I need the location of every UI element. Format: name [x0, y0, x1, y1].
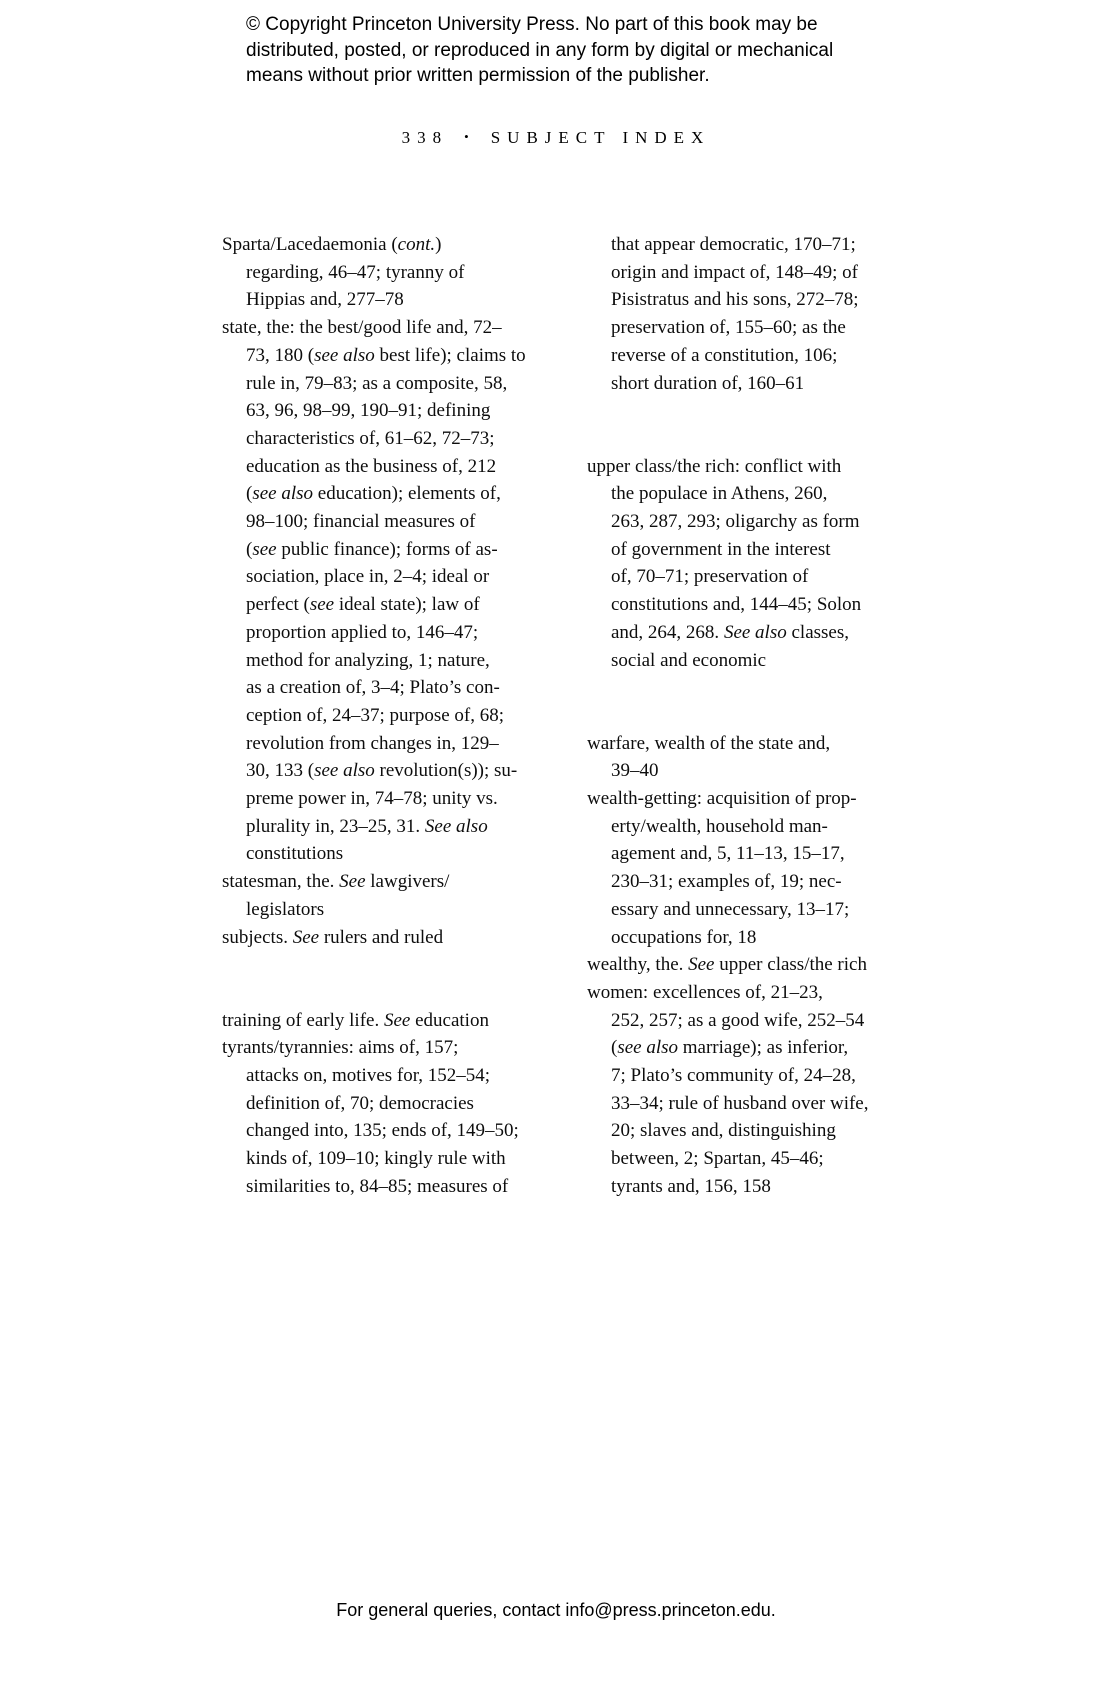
index-line: that appear democratic, 170–71;: [611, 234, 856, 255]
index-line: attacks on, motives for, 152–54;: [246, 1065, 491, 1087]
copyright-line: means without prior written permission of the publisher.: [246, 65, 710, 86]
index-line: legislators: [246, 898, 325, 920]
index-line: reverse of a constitution, 106;: [611, 344, 838, 366]
index-line: 33–34; rule of husband over wife,: [611, 1092, 869, 1114]
footer-contact: For general queries, contact info@press.princeton.edu.: [336, 1600, 776, 1620]
index-line: as a creation of, 3–4; Plato’s con-: [246, 677, 500, 699]
index-line: 230–31; examples of, 19; nec-: [611, 871, 842, 893]
index-line: rule in, 79–83; as a composite, 58,: [246, 372, 508, 394]
index-line: kinds of, 109–10; kingly rule with: [246, 1148, 506, 1170]
index-line: proportion applied to, 146–47;: [246, 621, 479, 643]
index-line: ception of, 24–37; purpose of, 68;: [246, 704, 505, 726]
copyright-notice: [246, 12, 833, 89]
index-line: women: excellences of, 21–23,: [587, 981, 823, 1003]
index-line: constitutions: [246, 843, 344, 865]
index-column-right: [587, 231, 869, 1201]
index-line: perfect (see ideal state); law of: [246, 594, 480, 616]
index-line: wealth-getting: acquisition of prop-: [587, 788, 857, 810]
index-line: erty/wealth, household man-: [611, 815, 828, 837]
index-line: of government in the interest: [611, 538, 831, 560]
index-line: the populace in Athens, 260,: [611, 483, 828, 505]
index-line: tyrants/tyrannies: aims of, 157;: [222, 1037, 459, 1059]
index-line: plurality in, 23–25, 31. See also: [246, 815, 488, 837]
index-line: origin and impact of, 148–49; of: [611, 261, 858, 283]
index-line: 63, 96, 98–99, 190–91; defining: [246, 400, 491, 422]
index-line: training of early life. See education: [222, 1009, 489, 1031]
index-line: preme power in, 74–78; unity vs.: [246, 788, 498, 810]
index-line: Pisistratus and his sons, 272–78;: [611, 289, 859, 311]
index-line: (see also education); elements of,: [246, 483, 501, 505]
index-line: occupations for, 18: [611, 926, 757, 948]
index-line: short duration of, 160–61: [611, 372, 805, 394]
index-line: agement and, 5, 11–13, 15–17,: [611, 843, 845, 865]
index-line: education as the business of, 212: [246, 455, 497, 477]
index-line: tyrants and, 156, 158: [611, 1175, 771, 1197]
index-column-left: [222, 231, 526, 1201]
index-line: social and economic: [611, 649, 767, 671]
index-line: 73, 180 (see also best life); claims to: [246, 344, 526, 366]
index-line: method for analyzing, 1; nature,: [246, 649, 490, 671]
copyright-line: distributed, posted, or reproduced in any form by digital or mechanical: [246, 39, 834, 61]
index-line: (see also marriage); as inferior,: [611, 1037, 849, 1059]
index-line: state, the: the best/good life and, 72–: [222, 317, 502, 339]
index-line: statesman, the. See lawgivers/: [222, 871, 450, 893]
index-line: warfare, wealth of the state and,: [587, 732, 831, 754]
index-line: 263, 287, 293; oligarchy as form: [611, 511, 860, 533]
index-line: upper class/the rich: conflict with: [587, 455, 842, 477]
index-line: Sparta/Lacedaemonia (cont.): [222, 234, 442, 255]
index-line: subjects. See rulers and ruled: [222, 926, 444, 948]
index-line: 98–100; financial measures of: [246, 511, 476, 533]
section-title: SUBJECT INDEX: [490, 128, 711, 147]
index-line: 252, 257; as a good wife, 252–54: [611, 1009, 865, 1031]
index-line: 39–40: [611, 760, 659, 782]
index-line: definition of, 70; democracies: [246, 1092, 474, 1114]
index-line: changed into, 135; ends of, 149–50;: [246, 1120, 519, 1142]
index-line: between, 2; Spartan, 45–46;: [611, 1148, 824, 1170]
index-line: 30, 133 (see also revolution(s)); su-: [246, 760, 518, 782]
index-line: preservation of, 155–60; as the: [611, 317, 846, 339]
index-line: sociation, place in, 2–4; ideal or: [246, 566, 490, 588]
separator-bullet-icon: •: [464, 129, 469, 144]
page-header: [222, 128, 890, 148]
page-number: 338: [401, 128, 449, 147]
index-line: regarding, 46–47; tyranny of: [246, 261, 465, 283]
copyright-line: © Copyright Princeton University Press. No part of this book may be: [246, 14, 818, 35]
index-line: similarities to, 84–85; measures of: [246, 1175, 509, 1197]
index-line: (see public finance); forms of as-: [246, 538, 498, 560]
index-line: and, 264, 268. See also classes,: [611, 621, 849, 643]
index-line: 7; Plato’s community of, 24–28,: [611, 1065, 856, 1087]
index-line: wealthy, the. See upper class/the rich: [587, 954, 867, 976]
index-line: revolution from changes in, 129–: [246, 732, 499, 754]
index-line: essary and unnecessary, 13–17;: [611, 898, 850, 920]
index-line: constitutions and, 144–45; Solon: [611, 594, 862, 616]
index-line: 20; slaves and, distinguishing: [611, 1120, 836, 1142]
index-line: of, 70–71; preservation of: [611, 566, 809, 588]
index-line: characteristics of, 61–62, 72–73;: [246, 427, 495, 449]
index-line: Hippias and, 277–78: [246, 289, 404, 311]
